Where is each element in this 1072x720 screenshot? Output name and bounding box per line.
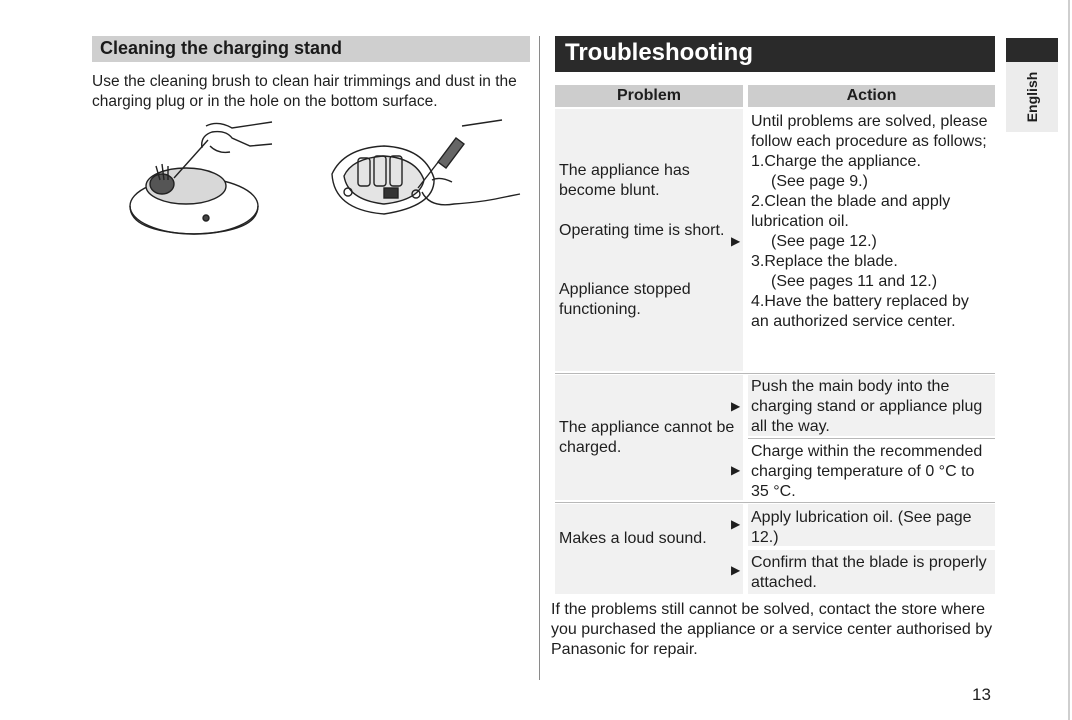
- step-text: Clean the blade and apply lubrication oil.: [751, 193, 951, 230]
- page-number: 13: [972, 685, 991, 704]
- problem-text: Makes a loud sound.: [559, 530, 707, 547]
- action-cell-1: [751, 112, 991, 332]
- row-separator: [555, 502, 995, 503]
- problem-cell-3: [555, 504, 743, 594]
- problem-text: Operating time is short.: [559, 222, 725, 239]
- arrow-icon: ▶: [731, 234, 741, 248]
- step-text: Have the battery replaced by an authorized service center.: [751, 293, 969, 330]
- table-header-problem: Problem: [555, 85, 743, 107]
- charging-plug-drawing: [332, 146, 434, 214]
- section-heading-troubleshooting: [555, 36, 995, 72]
- page-edge: [1068, 0, 1070, 720]
- arrow-icon: ▶: [731, 463, 741, 477]
- side-tab-marker: [1006, 38, 1058, 62]
- language-tab: [1006, 62, 1058, 132]
- cleaning-heading-text: Cleaning the charging stand: [100, 38, 343, 58]
- step-1: [751, 152, 991, 192]
- cleaning-illustration: [122, 118, 522, 248]
- arrow-icon: ▶: [731, 563, 741, 577]
- action-text: Apply lubrication oil. (See page 12.): [751, 509, 972, 546]
- charging-stand-drawing: [130, 164, 258, 234]
- arrow-icon: ▶: [731, 517, 741, 531]
- row-separator: [555, 373, 995, 374]
- section-heading-cleaning: [92, 36, 530, 62]
- step-text: Charge the appliance.: [764, 153, 921, 170]
- step-number: 3.: [751, 253, 765, 270]
- language-tab-label: English: [1024, 71, 1040, 123]
- step-2: [751, 192, 991, 252]
- step-number: 4.: [751, 293, 765, 310]
- column-divider: [539, 36, 540, 680]
- step-ref: (See pages 11 and 12.): [771, 273, 938, 290]
- arrow-icon: ▶: [731, 399, 741, 413]
- troubleshooting-heading-text: Troubleshooting: [565, 39, 753, 66]
- problem-text: The appliance cannot be charged.: [559, 419, 735, 456]
- hand-with-brush-2-drawing: [418, 120, 520, 205]
- step-ref: (See page 9.): [771, 173, 868, 190]
- troubleshooting-footer: If the problems still cannot be solved, contact the store where you purchased the appliance or a service center authorised by Panasonic for repair.: [551, 601, 993, 658]
- step-3: [751, 252, 991, 292]
- action-text: Confirm that the blade is properly attached.: [751, 554, 987, 591]
- action-text: Charge within the recommended charging temperature of 0 °C to 35 °C.: [751, 443, 983, 500]
- problem-text: Appliance stopped functioning.: [559, 281, 691, 318]
- cleaning-instructions: Use the cleaning brush to clean hair trimmings and dust in the charging plug or in the hole on the bottom surface.: [92, 73, 517, 110]
- step-ref: (See page 12.): [771, 233, 877, 250]
- step-number: 2.: [751, 193, 765, 210]
- table-header-action: Action: [748, 85, 995, 107]
- step-4: [751, 292, 991, 332]
- action-separator: [748, 438, 995, 439]
- problem-text: The appliance has become blunt.: [559, 162, 690, 199]
- step-number: 1.: [751, 153, 765, 170]
- action-intro: Until problems are solved, please follow each procedure as follows;: [751, 113, 988, 150]
- action-text: Push the main body into the charging stand or appliance plug all the way.: [751, 378, 983, 435]
- step-text: Replace the blade.: [764, 253, 898, 270]
